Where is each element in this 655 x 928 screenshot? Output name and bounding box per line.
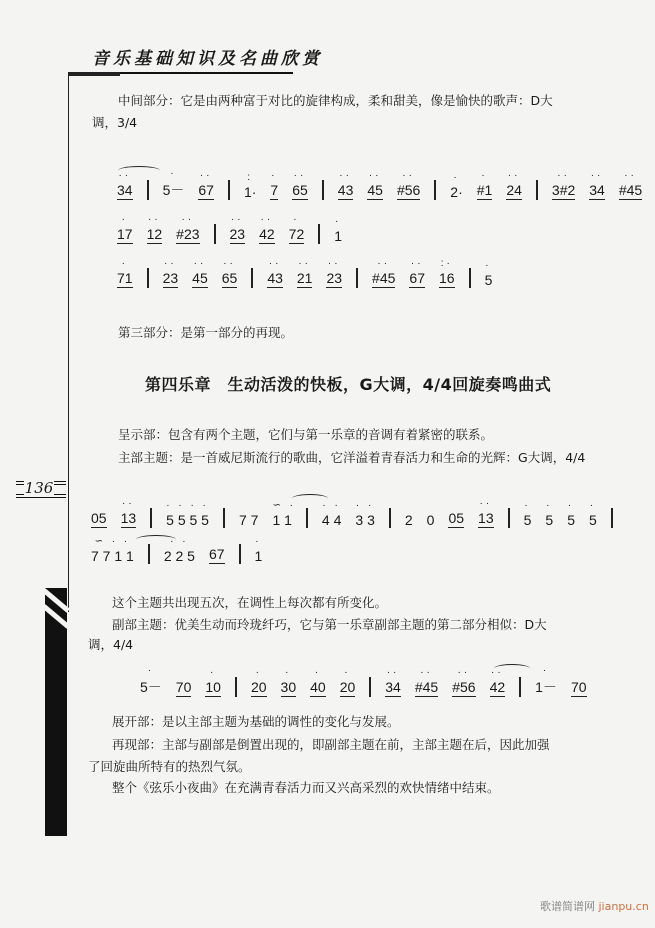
octave-dots: · <box>285 667 292 678</box>
note-text: 0 <box>426 512 435 528</box>
note-group <box>452 667 476 697</box>
octave-dots: ·· <box>339 170 352 181</box>
octave-dots: ·· <box>268 258 282 269</box>
octave-dots: ·· <box>410 258 424 269</box>
note-group <box>396 170 421 200</box>
note-text: 23 <box>326 270 343 286</box>
octave-dots: · <box>209 667 217 678</box>
note-group <box>372 258 396 288</box>
note-group <box>589 500 597 528</box>
octave-dots: · <box>344 667 351 678</box>
note-group <box>267 258 283 288</box>
octave-dots: ·· <box>327 258 341 269</box>
barline <box>322 180 324 200</box>
paragraph: 第三部分：是第一部分的再现。 <box>118 325 294 340</box>
note-text: 65 <box>221 270 238 286</box>
note-group <box>221 258 238 288</box>
octave-dots: ·· <box>181 214 195 225</box>
note-group <box>162 258 179 288</box>
watermark-cn: 歌谱简谱网 <box>540 900 595 913</box>
note-group <box>409 258 425 288</box>
note-group <box>414 667 439 697</box>
barline <box>519 677 521 697</box>
note-text: 70 <box>175 679 192 695</box>
octave-dots: ·· <box>230 214 244 225</box>
octave-dots: · <box>485 260 492 271</box>
note-text: 10 <box>205 679 221 695</box>
octave-dots: ·· <box>386 667 400 678</box>
octave-dots: · <box>542 665 550 676</box>
note-group <box>91 510 107 528</box>
note-group <box>205 667 221 697</box>
paragraph: 中间部分：它是由两种富于对比的旋律构成，柔和甜美，像是愉快的歌声：D大 <box>118 93 553 108</box>
note-group <box>162 168 185 200</box>
note-group <box>337 170 354 200</box>
note-group <box>506 170 522 200</box>
paragraph: 主部主题：是一首威尼斯流行的歌曲，它洋溢着青春活力和生命的光辉：G大调，4/4 <box>118 450 586 465</box>
note-text: 72 <box>288 226 305 242</box>
paragraph: 再现部：主部与副部是倒置出现的，即副部主题在前，主部主题在后，因此加强 <box>112 737 550 752</box>
note-text: 30 <box>280 679 297 695</box>
note-text: 13 <box>120 510 137 526</box>
note-text: 5 <box>523 512 532 528</box>
note-text: 5 <box>484 272 493 288</box>
note-group <box>405 512 413 528</box>
note-group <box>117 258 133 288</box>
note-group <box>450 172 463 200</box>
note-text: 40 <box>310 679 326 695</box>
note-text: 5 <box>589 512 597 528</box>
octave-dots: · <box>271 170 278 181</box>
note-group <box>198 170 214 200</box>
paragraph: 调，3/4 <box>92 115 138 130</box>
notation-row-1 <box>117 168 655 200</box>
note-text: 12 <box>146 226 163 242</box>
note-text: 1－ <box>535 679 557 695</box>
note-text: 34 <box>385 679 401 695</box>
page-number-line <box>16 497 66 498</box>
note-group <box>589 170 605 200</box>
octave-dots: ·· <box>457 667 471 678</box>
note-text: 24 <box>506 182 522 198</box>
barline <box>318 224 320 244</box>
barline <box>148 544 150 564</box>
header-rule-accent <box>68 72 120 76</box>
octave-dots: · <box>567 500 575 511</box>
note-group <box>146 214 163 244</box>
octave-dots: ·· <box>479 498 493 509</box>
margin-rule <box>68 72 69 612</box>
octave-dots: · <box>170 168 177 179</box>
note-text: #56 <box>452 679 476 695</box>
note-text: 05 <box>91 510 107 526</box>
notation-row-6 <box>140 665 601 697</box>
octave-dots: ·· <box>590 170 604 181</box>
octave-dots: ·· <box>293 170 307 181</box>
octave-dots: · · · · <box>166 500 209 511</box>
octave-dots: ·· <box>223 258 236 269</box>
barline <box>235 677 237 697</box>
octave-dots: · <box>314 667 322 678</box>
barline <box>536 180 538 200</box>
note-group <box>270 170 279 200</box>
note-group <box>448 510 464 528</box>
paragraph: 整个《弦乐小夜曲》在充满青春活力而又兴高采烈的欢快情绪中结束。 <box>112 780 500 795</box>
octave-dots: ·· <box>118 170 132 181</box>
octave-dots: ·· <box>164 258 177 269</box>
paragraph: 展开部：是以主部主题为基础的调性的变化与发展。 <box>112 714 400 729</box>
octave-dots: · <box>546 500 553 511</box>
barline <box>508 508 510 528</box>
barline <box>611 508 613 528</box>
note-text: 43 <box>267 270 283 286</box>
note-group <box>321 500 342 528</box>
note-text: 1 <box>254 548 263 564</box>
watermark-en: jianpu.cn <box>598 900 649 913</box>
note-text: 13 <box>478 510 494 526</box>
note-group <box>385 667 401 697</box>
note-text: 1 1 <box>272 512 292 528</box>
paragraph: 这个主题共出现五次，在调性上每次都有所变化。 <box>112 595 388 610</box>
note-group <box>229 214 246 244</box>
octave-dots: · <box>121 214 128 225</box>
note-group <box>120 498 137 528</box>
barline <box>389 508 391 528</box>
note-text: #1 <box>476 182 493 198</box>
note-text: 17 <box>117 226 133 242</box>
note-text: 2 2 5 <box>163 548 195 564</box>
note-text: 2 <box>404 512 413 528</box>
octave-dots: · <box>524 500 531 511</box>
barline <box>356 268 358 288</box>
note-group <box>250 667 267 697</box>
note-group <box>243 172 257 200</box>
octave-dots: ·· <box>507 170 521 181</box>
octave-dots: · <box>481 170 488 181</box>
note-group <box>551 170 576 200</box>
note-group <box>334 216 343 244</box>
note-text: 5 <box>545 512 554 528</box>
note-text: 1· <box>243 184 257 200</box>
note-group <box>489 667 506 697</box>
note-text: 67 <box>208 546 225 562</box>
octave-dots: ·· <box>420 667 433 678</box>
note-text: 67 <box>198 182 214 198</box>
note-group <box>288 214 305 244</box>
notation-row-4 <box>91 498 627 528</box>
note-group <box>339 667 356 697</box>
octave-dots: ·· <box>402 170 415 181</box>
paragraph: 副部主题：优美生动而玲珑纤巧，它与第一乐章副部主题的第二部分相似：D大 <box>112 617 547 632</box>
note-text: 5－ <box>162 182 185 198</box>
note-text: 71 <box>117 270 133 286</box>
barline <box>214 224 216 244</box>
note-group <box>91 536 134 564</box>
octave-dots: ·· <box>624 170 637 181</box>
octave-dots: ∽ · · <box>94 536 131 547</box>
octave-dots: · <box>255 536 262 547</box>
note-group <box>367 170 383 200</box>
note-group <box>476 170 493 200</box>
note-group <box>254 536 263 564</box>
barline <box>150 508 152 528</box>
page-number: 136 <box>24 479 54 497</box>
note-text: 70 <box>570 679 587 695</box>
note-text: 45 <box>192 270 208 286</box>
note-text: #45 <box>372 270 396 286</box>
barline <box>228 180 230 200</box>
paragraph: 调，4/4 <box>88 637 134 652</box>
note-group <box>163 536 195 564</box>
octave-dots: ·· <box>298 258 312 269</box>
note-group <box>310 667 326 697</box>
note-group <box>618 170 643 200</box>
octave-dots: ·· <box>260 214 274 225</box>
section-heading: 第四乐章 生动活泼的快板，G大调，4/4回旋奏鸣曲式 <box>145 375 552 394</box>
book-header-title: 音乐基础知识及名曲欣赏 <box>92 49 323 69</box>
octave-dots: :· <box>440 258 453 269</box>
note-group <box>259 214 275 244</box>
note-text: 43 <box>337 182 354 198</box>
note-text: 20 <box>250 679 267 695</box>
note-group <box>209 546 225 564</box>
octave-dots: ·· <box>377 258 391 269</box>
note-text: #23 <box>176 226 200 242</box>
note-text: 23 <box>162 270 179 286</box>
note-text: 2· <box>450 184 463 200</box>
octave-dots: · <box>121 258 128 269</box>
note-text: 5 5 5 5 <box>166 512 209 528</box>
note-group <box>438 258 455 288</box>
note-group <box>239 512 258 528</box>
note-text: 42 <box>259 226 275 242</box>
note-group <box>192 258 208 288</box>
barline <box>469 268 471 288</box>
note-group <box>535 665 557 697</box>
paragraph: 呈示部：包含有两个主题，它们与第一乐章的音调有着紧密的联系。 <box>118 427 494 442</box>
note-text: 3 3 <box>355 512 375 528</box>
note-group <box>296 258 313 288</box>
note-text: 4 4 <box>321 512 342 528</box>
note-text: 23 <box>229 226 246 242</box>
paragraph: 了回旋曲所特有的热烈气氛。 <box>88 759 251 774</box>
note-group <box>478 498 494 528</box>
note-text: 42 <box>489 679 506 695</box>
note-text: 45 <box>367 182 383 198</box>
octave-dots: · · <box>170 536 189 547</box>
notation-row-5 <box>91 536 276 564</box>
note-text: 67 <box>409 270 425 286</box>
octave-dots: · <box>589 500 597 511</box>
note-text: 34 <box>117 182 133 198</box>
note-group <box>140 665 162 697</box>
barline <box>251 268 253 288</box>
note-text: #56 <box>396 182 421 198</box>
octave-dots: · <box>293 214 300 225</box>
note-text: 21 <box>296 270 313 286</box>
note-group <box>176 214 200 244</box>
note-group <box>117 214 133 244</box>
note-group <box>427 512 435 528</box>
note-group <box>571 679 587 697</box>
octave-dots: · <box>334 216 342 227</box>
note-group <box>545 500 554 528</box>
note-text: 34 <box>589 182 605 198</box>
barline <box>147 180 149 200</box>
note-text: 7 7 <box>238 512 259 528</box>
octave-dots: · <box>453 172 460 183</box>
octave-dots: · · <box>322 500 341 511</box>
octave-dots: · <box>147 665 155 676</box>
barline <box>369 677 371 697</box>
note-text: 1 <box>334 228 343 244</box>
note-group <box>567 500 575 528</box>
note-text: 5－ <box>140 679 162 695</box>
note-group <box>117 170 133 200</box>
octave-dots: ·· <box>491 667 504 678</box>
note-text: 5 <box>567 512 575 528</box>
note-text: 7 <box>270 182 279 198</box>
barline <box>147 268 149 288</box>
octave-dots: ·· <box>368 170 382 181</box>
notation-row-2 <box>117 214 356 244</box>
note-text: #45 <box>618 182 643 198</box>
note-text: 20 <box>339 679 356 695</box>
note-group <box>176 679 192 697</box>
note-text: 3#2 <box>551 182 576 198</box>
note-group <box>272 500 296 528</box>
note-group <box>523 500 532 528</box>
note-text: 16 <box>438 270 455 286</box>
note-text: 05 <box>448 510 465 526</box>
note-group <box>280 667 297 697</box>
octave-dots: ∽ · <box>272 500 296 511</box>
barline <box>306 508 308 528</box>
barline <box>434 180 436 200</box>
barline <box>223 508 225 528</box>
note-text: 7 7 1 1 <box>91 548 134 564</box>
barline <box>239 544 241 564</box>
octave-dots: · · <box>355 500 375 511</box>
octave-dots: ·· <box>122 498 135 509</box>
note-group <box>166 500 209 528</box>
watermark <box>540 898 649 914</box>
note-group <box>326 258 343 288</box>
octave-dots: ·· <box>148 214 161 225</box>
note-group <box>292 170 308 200</box>
note-group <box>484 260 493 288</box>
note-group <box>355 500 375 528</box>
octave-dots: ·· <box>199 170 213 181</box>
octave-dots: ·· <box>557 170 570 181</box>
octave-dots: : <box>247 172 254 183</box>
octave-dots: ·· <box>193 258 207 269</box>
note-text: #45 <box>414 679 439 695</box>
octave-dots: · <box>255 667 262 678</box>
note-text: 65 <box>292 182 308 198</box>
notation-row-3 <box>117 258 506 288</box>
